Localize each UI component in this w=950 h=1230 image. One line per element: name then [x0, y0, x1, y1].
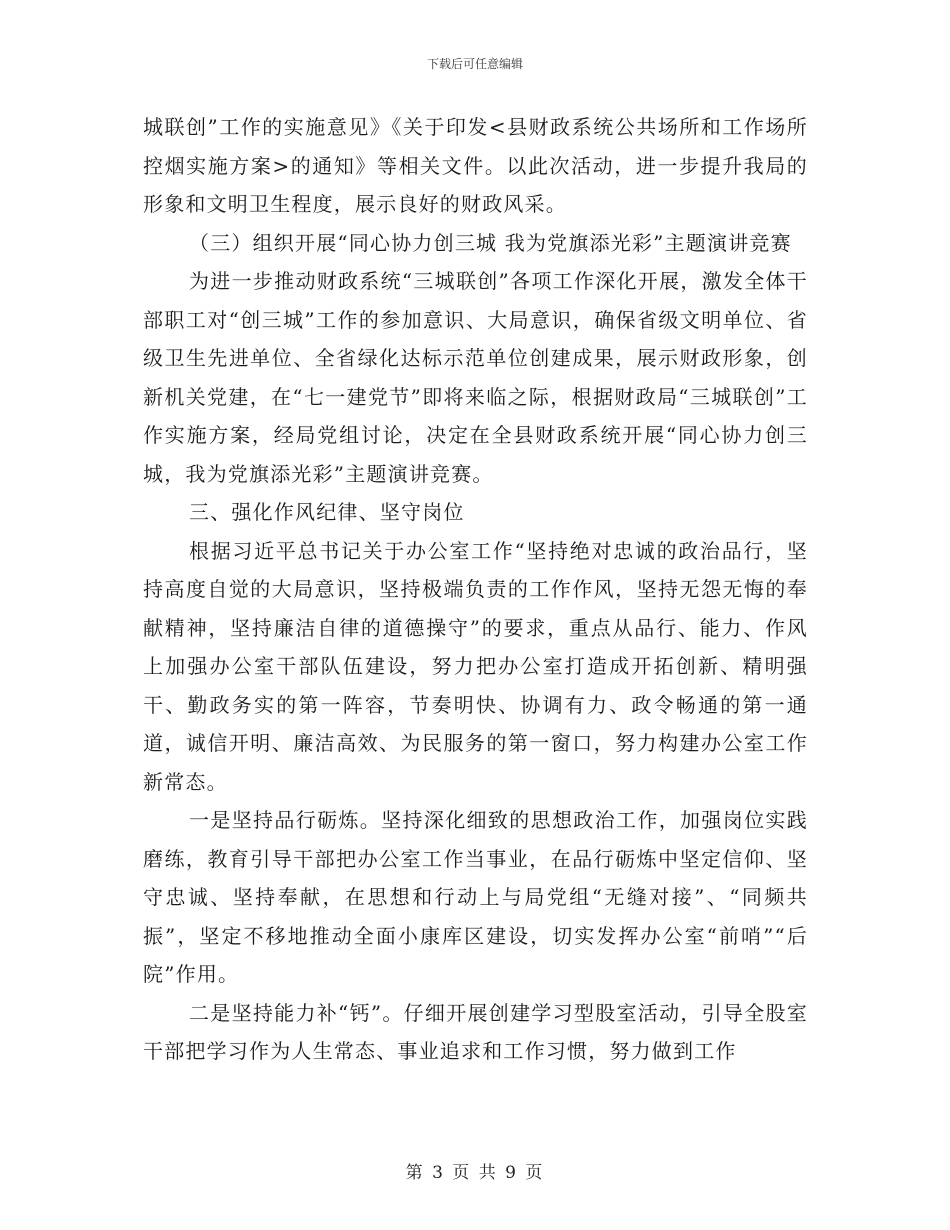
page-number: 第 3 页 共 9 页	[405, 1163, 545, 1183]
paragraph-5: 根据习近平总书记关于办公室工作“坚持绝对忠诚的政治品行，坚持高度自觉的大局意识，坚持极端负责的工作作风，坚持无怨无悔的奉献精神，坚持廉洁自律的道德操守”的要求，重点从品行、能力、作风上加强办公室干部队伍建设，努力把办公室打造成开拓创新、精明强干、勤政务实的第一阵容，节奏明快、协调有力、政令畅通的第一通道，诚信开明、廉洁高效、为民服务的第一窗口，努力构建办公室工作新常态。	[143, 538, 808, 794]
paragraph-1: 城联创”工作的实施意见》《关于印发<县财政系统公共场所和工作场所控烟实施方案>的通知》等相关文件。以此次活动，进一步提升我局的形象和文明卫生程度，展示良好的财政风采。	[143, 115, 808, 216]
paragraph-3: 为进一步推动财政系统“三城联创”各项工作深化开展，激发全体干部职工对“创三城”工作的参加意识、大局意识，确保省级文明单位、省级卫生先进单位、全省绿化达标示范单位创建成果，展示财政形象，创新机关党建，在“七一建党节”即将来临之际，根据财政局“三城联创”工作实施方案，经局党组讨论，决定在全县财政系统开展“同心协力创三城，我为党旗添光彩”主题演讲竞赛。	[143, 269, 808, 486]
paragraph-6: 一是坚持品行砺炼。坚持深化细致的思想政治工作，加强岗位实践磨练，教育引导干部把办公室工作当事业，在品行砺炼中坚定信仰、坚守忠诚、坚持奉献，在思想和行动上与局党组“无缝对接”、“同频共振”，坚定不移地推动全面小康库区建设，切实发挥办公室“前哨”“后院”作用。	[143, 808, 808, 986]
section-heading-3: 三、强化作风纪律、坚守岗位	[189, 500, 465, 524]
page-header-note: 下载后可任意编辑	[426, 57, 523, 71]
paragraph-7: 二是坚持能力补“钙”。仔细开展创建学习型股室活动，引导全股室干部把学习作为人生常态、事业追求和工作习惯，努力做到工作	[143, 1000, 808, 1063]
document-body	[143, 108, 808, 1071]
paragraph-2-heading: （三）组织开展“同心协力创三城 我为党旗添光彩”主题演讲竞赛	[189, 230, 792, 255]
